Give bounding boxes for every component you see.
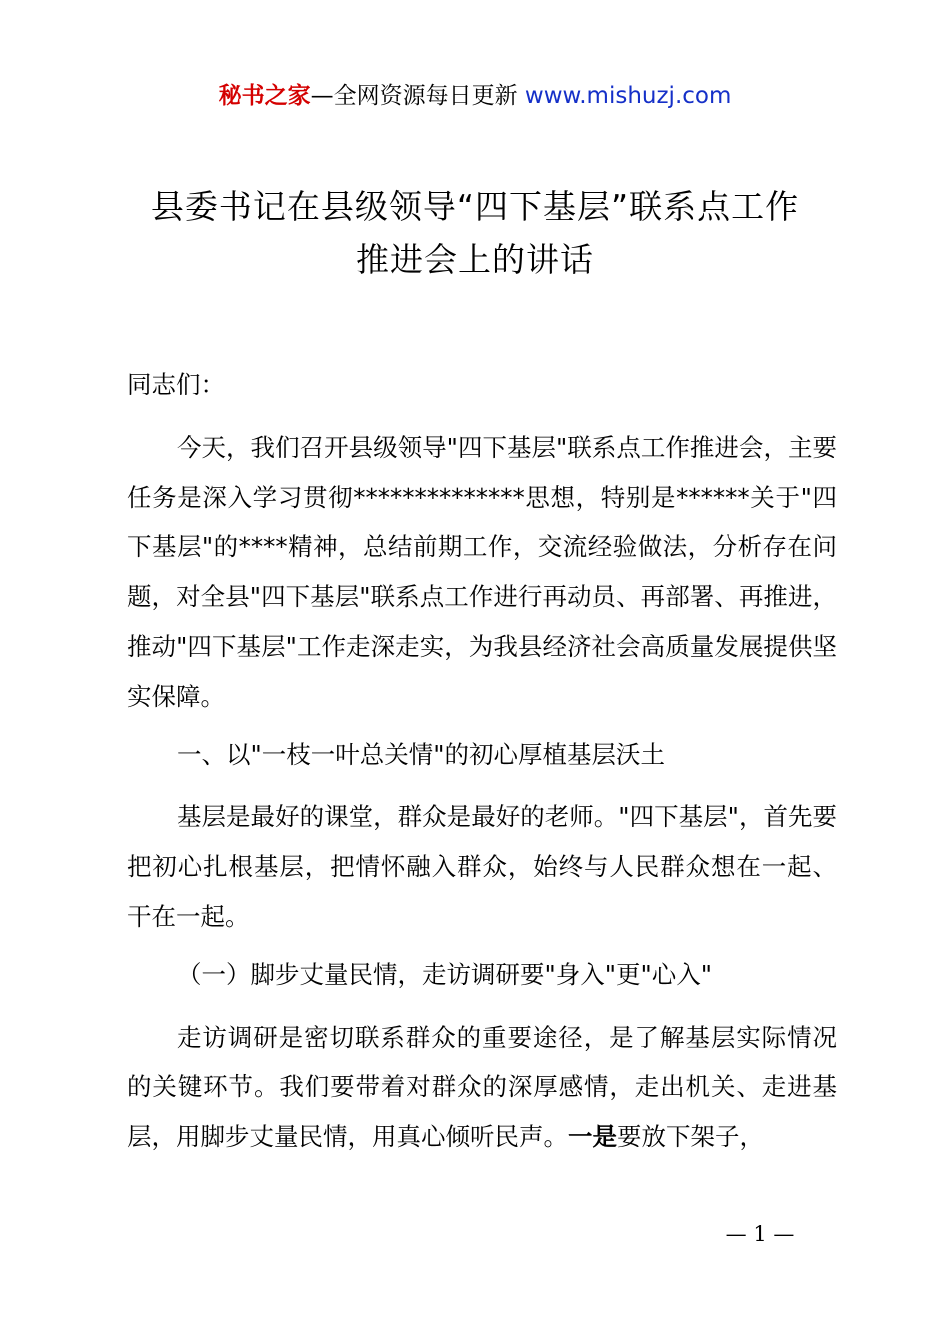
header-tagline: —全网资源每日更新 xyxy=(310,83,525,109)
section-heading-1: 一、以"一枝一叶总关情"的初心厚植基层沃土 xyxy=(177,739,666,769)
title-line-2: 推进会上的讲话 xyxy=(356,240,594,279)
site-url[interactable]: www.mishuzj.com xyxy=(524,83,732,109)
document-body xyxy=(127,360,837,1162)
paragraph-tail: 要放下架子， xyxy=(617,1122,764,1152)
paragraph-subsection-1 xyxy=(127,1013,837,1162)
site-header xyxy=(0,80,950,112)
brand-name: 秘书之家 xyxy=(218,83,311,109)
paragraph-section-1: 基层是最好的课堂，群众是最好的老师。"四下基层"，首先要把初心扎根基层，把情怀融入群众，始终与人民群众想在一起、干在一起。 xyxy=(127,802,837,931)
paragraph-intro: 今天，我们召开县级领导"四下基层"联系点工作推进会，主要任务是深入学习贯彻**************思想，特别是******关于"四下基层"的****精神，总结前期工作，交流经验做法，分析存在问题，对全县"四下基层"联系点工作进行再动员、再部署、再推进，推动"四下基层"工作走深走实，为我县经济社会高质量发展提供坚实保障。 xyxy=(127,432,837,711)
subsection-heading-1: （一）脚步丈量民情，走访调研要"身入"更"心入" xyxy=(177,959,713,989)
paragraph-text: 走访调研是密切联系群众的重要途径，是了解基层实际情况的关键环节。我们要带着对群众的深厚感情，走出机关、走进基层，用脚步丈量民情，用真心倾听民声。 xyxy=(127,1022,837,1152)
salutation: 同志们： xyxy=(127,370,225,399)
bold-marker: 一是 xyxy=(568,1122,617,1152)
title-line-1: 县委书记在县级领导“四下基层”联系点工作 xyxy=(150,187,800,226)
page-number: — 1 — xyxy=(725,1222,795,1246)
document-title xyxy=(60,180,890,286)
